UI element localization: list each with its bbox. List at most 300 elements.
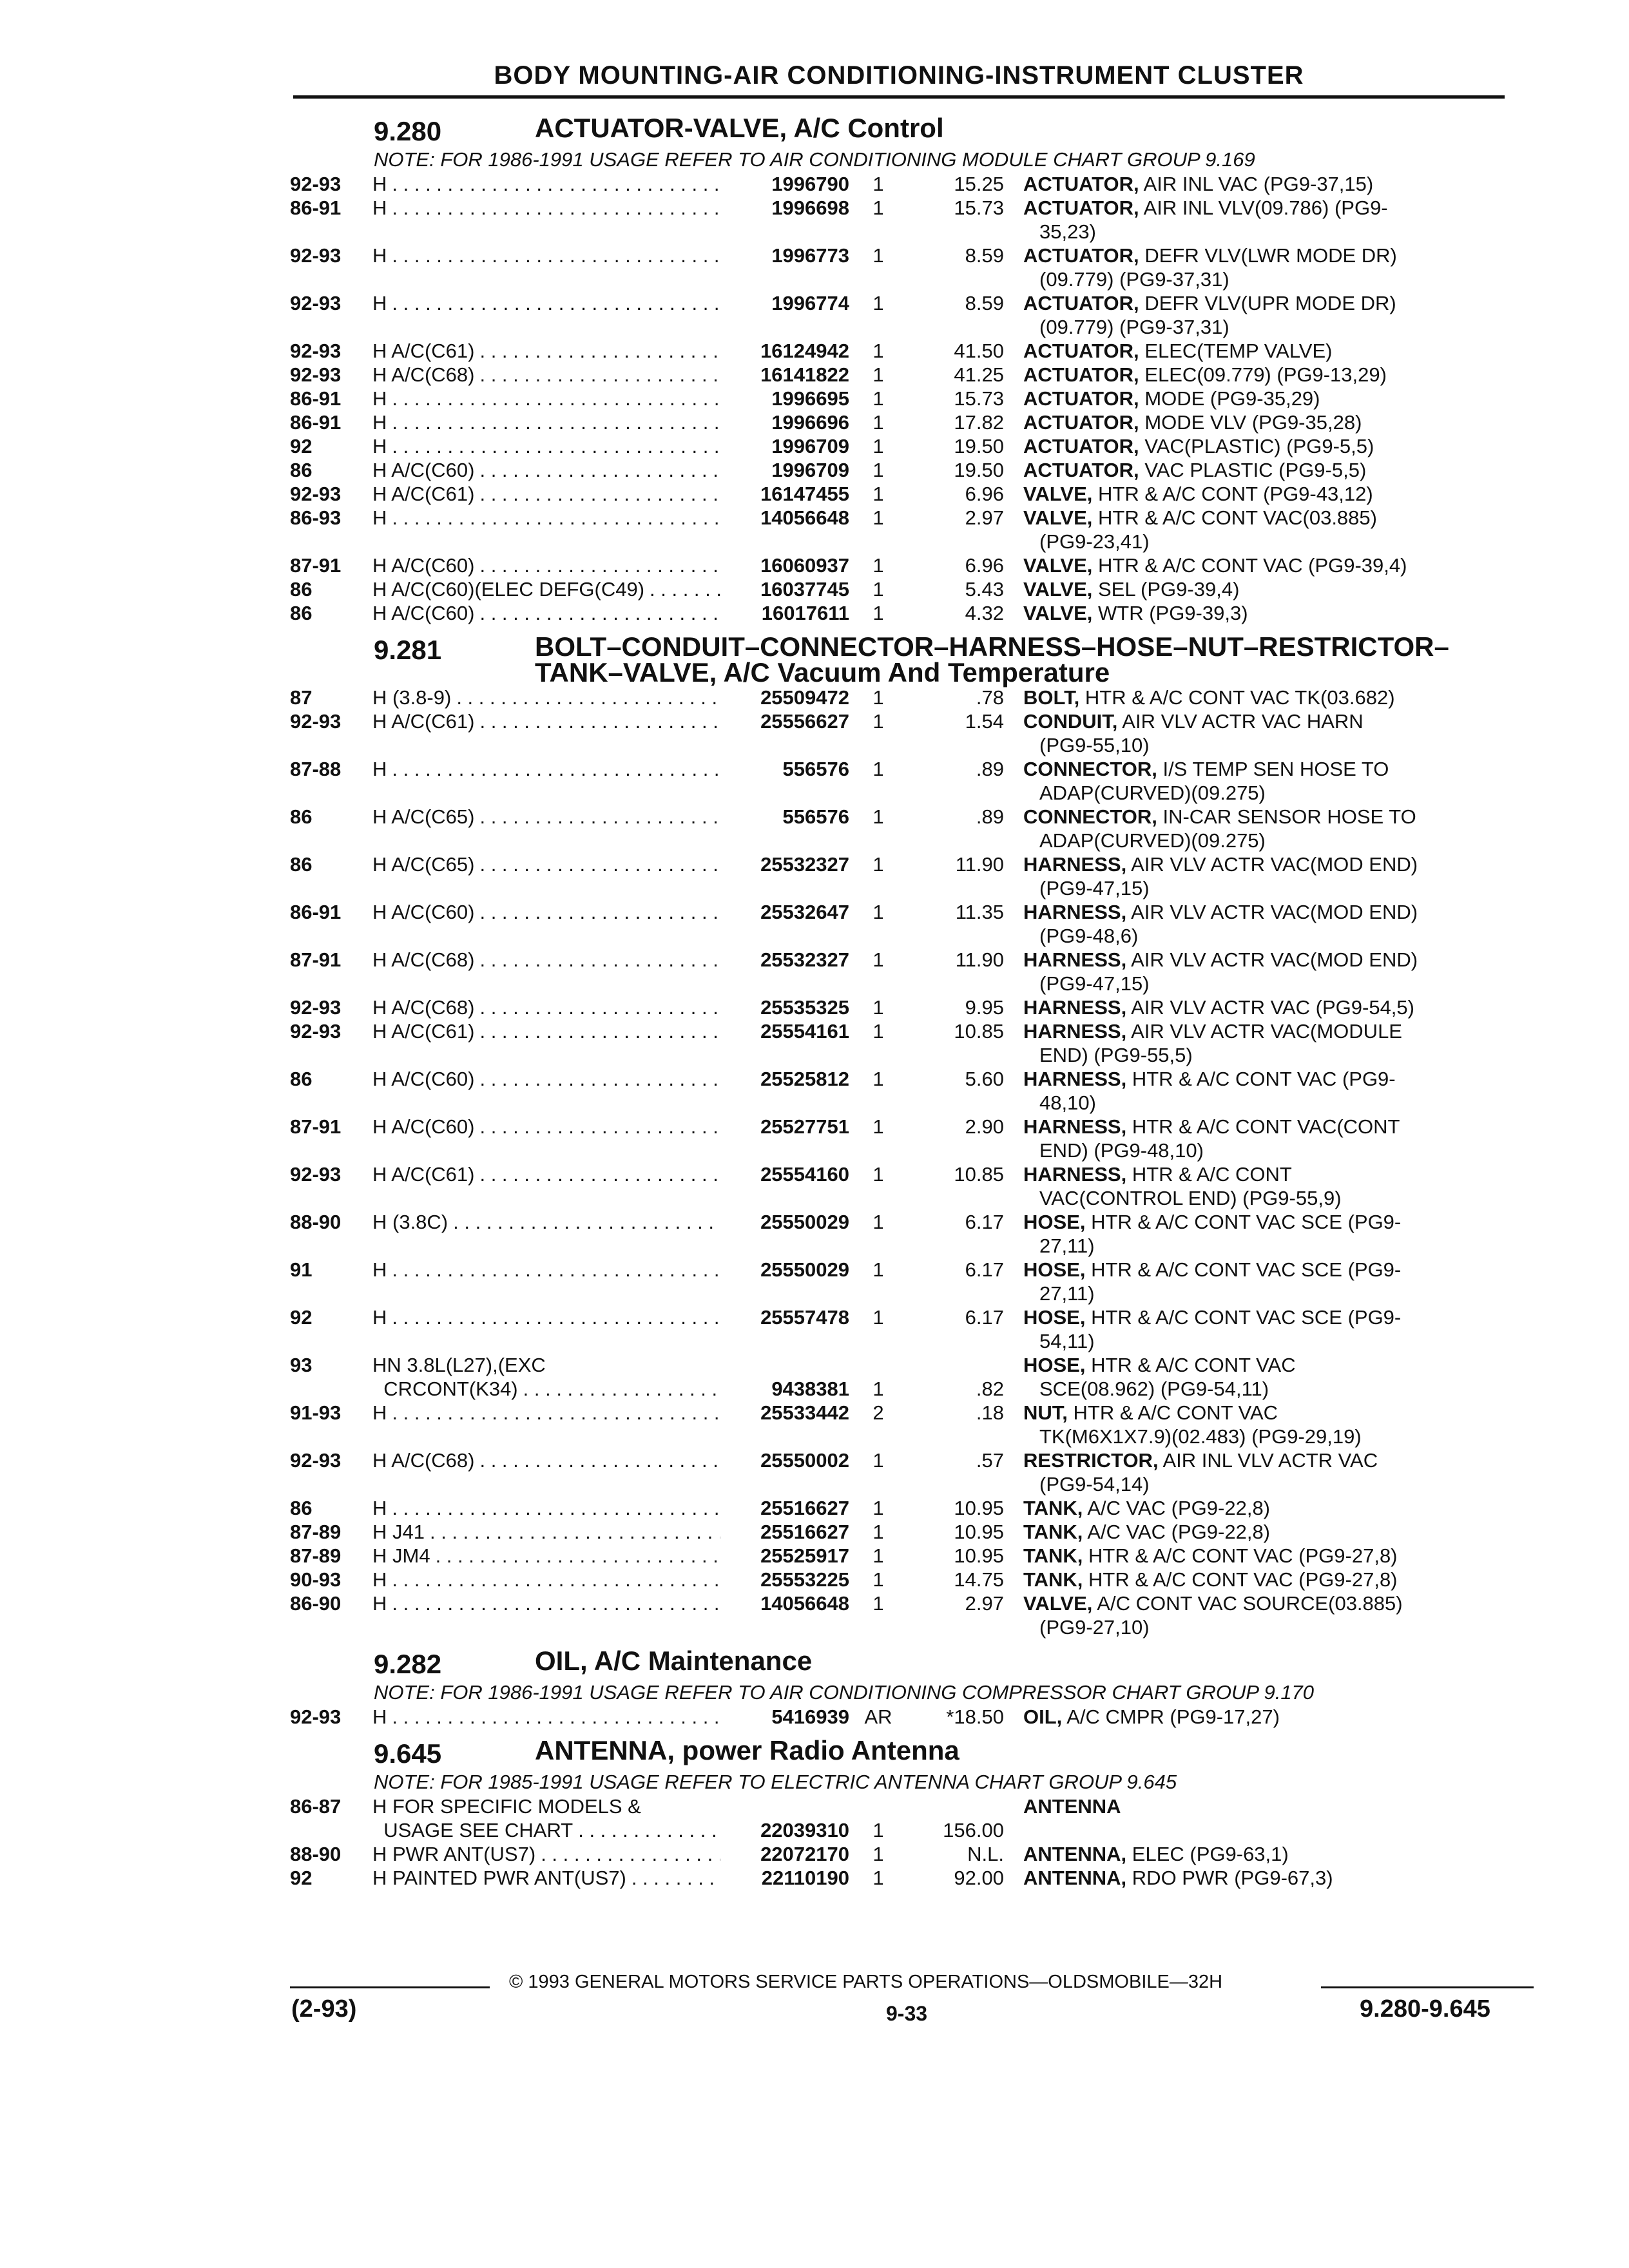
part-number: 16141822: [760, 363, 849, 386]
quantity: [849, 1139, 907, 1162]
quantity: 1: [872, 578, 884, 601]
part-name-keyword: HOSE,: [1023, 1258, 1086, 1281]
part-name: [1004, 244, 1519, 267]
part-name-detail: I/S TEMP SEN HOSE TO: [1162, 758, 1389, 780]
quantity: 1: [872, 483, 884, 505]
usage-description: [372, 1210, 720, 1234]
part-row-continuation: [290, 781, 1534, 805]
part-name-keyword: HARNESS,: [1023, 948, 1127, 971]
part-name-detail: HTR & A/C CONT VAC (PG9-: [1132, 1068, 1396, 1090]
part-name-keyword: HARNESS,: [1023, 1163, 1127, 1186]
part-number: 1996774: [771, 292, 849, 314]
usage-description: [372, 196, 720, 220]
footer-copyright: © 1993 GENERAL MOTORS SERVICE PARTS OPERATIONS—OLDSMOBILE—32H: [509, 1972, 1223, 1992]
price: [907, 1043, 1004, 1067]
usage-description: [372, 601, 720, 625]
part-row: [290, 1842, 1534, 1866]
part-name-continuation: (PG9-55,10): [1039, 734, 1150, 756]
leader-dots: [474, 995, 720, 1019]
leader-dots: [387, 1305, 720, 1329]
usage-text: H A/C(C68): [372, 948, 475, 971]
part-number: 25532647: [760, 901, 849, 923]
part-row-continuation: [290, 829, 1534, 852]
part-name: [1004, 733, 1536, 757]
price: 11.90: [955, 853, 1004, 876]
part-name: [1004, 267, 1536, 291]
part-name-detail: HTR & A/C CONT VAC SCE (PG9-: [1091, 1306, 1402, 1329]
price: [907, 530, 1004, 553]
leader-dots: [474, 1067, 720, 1091]
model-years: 86-91: [290, 387, 342, 410]
quantity: 1: [872, 173, 884, 195]
model-years: 86-91: [290, 411, 342, 434]
usage-text: H: [372, 435, 387, 457]
part-name-continuation: ADAP(CURVED)(09.275): [1039, 829, 1266, 852]
section-number: 9.280: [374, 116, 442, 146]
quantity: [849, 829, 907, 852]
part-name-detail: HTR & A/C CONT VAC (PG9-27,8): [1088, 1544, 1398, 1567]
price: [907, 829, 1004, 852]
quantity: 1: [872, 197, 884, 219]
section-title-text: OIL, A/C Maintenance: [535, 1646, 813, 1676]
part-name-detail: A/C VAC (PG9-22,8): [1087, 1521, 1271, 1543]
part-row: [290, 1115, 1534, 1139]
usage-text: H: [372, 292, 387, 314]
model-years: [290, 876, 372, 900]
part-name-detail: HTR & A/C CONT VAC SCE (PG9-: [1091, 1258, 1402, 1281]
usage-description: [372, 172, 720, 196]
part-number: [720, 1472, 849, 1496]
part-name: [1004, 852, 1519, 876]
price: [907, 220, 1004, 244]
part-number: 25550029: [760, 1258, 849, 1281]
part-name-detail: HTR & A/C CONT VAC(CONT: [1132, 1115, 1400, 1138]
usage-description: [372, 948, 720, 972]
part-name: [1004, 1019, 1519, 1043]
part-row: [290, 948, 1534, 972]
model-years: 92-93: [290, 173, 342, 195]
part-name: [1004, 1401, 1519, 1425]
part-name: [1004, 1329, 1536, 1353]
price: 15.25: [954, 173, 1004, 195]
model-years: 86-93: [290, 506, 342, 529]
model-years: 86: [290, 805, 313, 828]
part-name: [1004, 995, 1519, 1019]
model-years: 86: [290, 1068, 313, 1090]
price: N.L.: [967, 1843, 1004, 1865]
leader-dots: [387, 1401, 720, 1425]
part-name-keyword: HARNESS,: [1023, 1068, 1127, 1090]
part-name: [1004, 876, 1536, 900]
part-name-detail: DEFR VLV(LWR MODE DR): [1144, 244, 1397, 267]
model-years: [290, 733, 372, 757]
leader-dots: [387, 434, 720, 458]
leader-dots: [474, 900, 720, 924]
leader-dots: [387, 1568, 720, 1591]
part-row: [290, 995, 1534, 1019]
part-number: 25509472: [760, 686, 849, 709]
usage-description: [372, 339, 720, 363]
usage-text: H A/C(C61): [372, 1163, 475, 1186]
model-years: 87-91: [290, 1115, 342, 1138]
part-row: [290, 1705, 1534, 1729]
model-years: [290, 781, 372, 805]
quantity: 1: [872, 853, 884, 876]
quantity: 1: [872, 1544, 884, 1567]
model-years: [290, 829, 372, 852]
usage-description: [372, 1842, 720, 1866]
part-number: [720, 1329, 849, 1353]
usage-text: H PAINTED PWR ANT(US7): [372, 1867, 626, 1889]
part-row: [290, 900, 1534, 924]
leader-dots: [474, 1019, 720, 1043]
model-years: 87-91: [290, 948, 342, 971]
part-name-continuation: (PG9-47,15): [1039, 877, 1150, 899]
part-number: [720, 315, 849, 339]
quantity: 1: [872, 1592, 884, 1615]
usage-description: [372, 995, 720, 1019]
part-row: [290, 577, 1534, 601]
part-row-continuation: [290, 220, 1534, 244]
price: [907, 1139, 1004, 1162]
part-number: [720, 1353, 849, 1377]
section-title-text: ACTUATOR-VALVE, A/C Control: [535, 113, 944, 143]
part-name: [1004, 1139, 1536, 1162]
price: 10.95: [954, 1521, 1004, 1543]
usage-description: [372, 1615, 720, 1639]
quantity: 1: [872, 1497, 884, 1519]
part-row: [290, 244, 1534, 267]
part-name-keyword: TANK,: [1023, 1544, 1083, 1567]
model-years: 86: [290, 459, 313, 481]
usage-text: H A/C(C60): [372, 602, 475, 624]
usage-text: H: [372, 1592, 387, 1615]
model-years: 86: [290, 853, 313, 876]
part-name-continuation: (PG9-47,15): [1039, 972, 1150, 995]
quantity: [849, 1794, 907, 1818]
part-name-keyword: VALVE,: [1023, 506, 1093, 529]
model-years: [290, 1139, 372, 1162]
part-number: [720, 1425, 849, 1448]
part-name-keyword: ANTENNA,: [1023, 1867, 1127, 1889]
part-number: 1996790: [771, 173, 849, 195]
part-row: [290, 482, 1534, 506]
price: 17.82: [954, 411, 1004, 434]
price: [907, 1794, 1004, 1818]
usage-description: [372, 291, 720, 315]
model-years: 88-90: [290, 1211, 342, 1233]
part-name: [1004, 220, 1536, 244]
usage-description: [372, 1794, 720, 1818]
quantity: 1: [872, 292, 884, 314]
usage-text: H A/C(C60): [372, 1068, 475, 1090]
part-name-detail: AIR INL VLV ACTR VAC: [1162, 1449, 1378, 1472]
part-name: [1004, 410, 1519, 434]
quantity: [849, 1234, 907, 1258]
quantity: 1: [872, 1020, 884, 1043]
leader-dots: [474, 458, 720, 482]
part-number: 25527751: [760, 1115, 849, 1138]
usage-description: [372, 1019, 720, 1043]
quantity: [849, 1091, 907, 1115]
quantity: AR: [864, 1706, 892, 1728]
part-name-keyword: BOLT,: [1023, 686, 1080, 709]
usage-description: [372, 1353, 720, 1377]
part-name-keyword: CONDUIT,: [1023, 710, 1118, 733]
part-name: [1004, 434, 1519, 458]
price: 41.50: [954, 340, 1004, 362]
model-years: [290, 1043, 372, 1067]
usage-text: H: [372, 244, 387, 267]
usage-text: H A/C(C60)(ELEC DEFG(C49): [372, 578, 645, 601]
price: 6.96: [965, 554, 1004, 577]
model-years: 87-91: [290, 554, 342, 577]
part-number: [720, 1186, 849, 1210]
usage-text: H A/C(C60): [372, 554, 475, 577]
part-number: 25553225: [760, 1568, 849, 1591]
part-name-keyword: CONNECTOR,: [1023, 758, 1157, 780]
part-row-continuation: [290, 1329, 1534, 1353]
part-name-detail: HTR & A/C CONT: [1132, 1163, 1292, 1186]
part-number: 1996709: [771, 435, 849, 457]
part-number: 1996709: [771, 459, 849, 481]
quantity: 1: [872, 1378, 884, 1400]
section-heading: [290, 1648, 1534, 1680]
part-number: 16017611: [761, 602, 849, 624]
usage-text: H: [372, 1401, 387, 1424]
usage-text: HN 3.8L(L27),(EXC: [372, 1354, 546, 1376]
part-number: [720, 1615, 849, 1639]
model-years: 92: [290, 1306, 313, 1329]
leader-dots: [474, 601, 720, 625]
price: 5.60: [965, 1068, 1004, 1090]
part-name: [1004, 781, 1536, 805]
part-name-detail: HTR & A/C CONT VAC: [1091, 1354, 1296, 1376]
part-number: 25550029: [760, 1211, 849, 1233]
leader-dots: [474, 553, 720, 577]
part-row-continuation: [290, 1377, 1534, 1401]
usage-description: [372, 733, 720, 757]
part-name-keyword: VALVE,: [1023, 483, 1093, 505]
part-row: [290, 757, 1534, 781]
usage-description: [372, 924, 720, 948]
part-number: 25554160: [760, 1163, 849, 1186]
part-name-continuation: 35,23): [1039, 220, 1096, 243]
part-name-detail: HTR & A/C CONT VAC TK(03.682): [1084, 686, 1395, 709]
quantity: [849, 876, 907, 900]
model-years: 86-91: [290, 197, 342, 219]
price: [907, 1472, 1004, 1496]
quantity: 1: [872, 340, 884, 362]
part-name: [1004, 1210, 1519, 1234]
price: 11.35: [955, 901, 1004, 923]
model-years: 92-93: [290, 710, 342, 733]
part-name-detail: HTR & A/C CONT VAC(03.885): [1098, 506, 1377, 529]
usage-description: [372, 781, 720, 805]
part-number: 1996696: [771, 411, 849, 434]
usage-description: [372, 1067, 720, 1091]
model-years: 86: [290, 1497, 313, 1519]
model-years: 92-93: [290, 483, 342, 505]
quantity: 1: [872, 363, 884, 386]
model-years: 86-91: [290, 901, 342, 923]
part-number: [720, 267, 849, 291]
part-row: [290, 1067, 1534, 1091]
quantity: 1: [872, 805, 884, 828]
part-name-continuation: TK(M6X1X7.9)(02.483) (PG9-29,19): [1039, 1425, 1362, 1448]
model-years: 92-93: [290, 363, 342, 386]
part-name-detail: AIR INL VAC (PG9-37,15): [1143, 173, 1374, 195]
part-name: [1004, 1258, 1519, 1282]
part-name: [1004, 530, 1536, 553]
part-name-keyword: ANTENNA,: [1023, 1843, 1127, 1865]
usage-description: [372, 709, 720, 733]
part-number: 14056648: [760, 506, 849, 529]
part-name-keyword: ACTUATOR,: [1023, 435, 1139, 457]
part-name-keyword: ACTUATOR,: [1023, 292, 1139, 314]
quantity: 1: [872, 710, 884, 733]
quantity: 1: [872, 996, 884, 1019]
part-name: [1004, 458, 1519, 482]
model-years: 92-93: [290, 340, 342, 362]
price: 15.73: [954, 387, 1004, 410]
usage-description: [372, 805, 720, 829]
part-name: [1004, 1353, 1519, 1377]
part-name: [1004, 1305, 1519, 1329]
usage-text: H A/C(C60): [372, 459, 475, 481]
part-name-keyword: TANK,: [1023, 1497, 1083, 1519]
price: 9.95: [965, 996, 1004, 1019]
usage-description: [372, 1186, 720, 1210]
part-row-continuation: [290, 530, 1534, 553]
price: .57: [976, 1449, 1004, 1472]
price: 1.54: [965, 710, 1004, 733]
leader-dots: [387, 1496, 720, 1520]
usage-description: [372, 1115, 720, 1139]
usage-text: USAGE SEE CHART: [372, 1819, 574, 1841]
part-number: 14056648: [760, 1592, 849, 1615]
part-row: [290, 196, 1534, 220]
model-years: 88-90: [290, 1843, 342, 1865]
part-name: [1004, 1115, 1519, 1139]
section-heading: [290, 1735, 1534, 1770]
usage-description: [372, 267, 720, 291]
usage-text: H: [372, 1497, 387, 1519]
part-number: 1996698: [771, 197, 849, 219]
part-name-keyword: HOSE,: [1023, 1211, 1086, 1233]
price: 10.85: [954, 1163, 1004, 1186]
quantity: 1: [872, 1867, 884, 1889]
part-name: [1004, 577, 1519, 601]
model-years: [290, 1329, 372, 1353]
quantity: 1: [872, 901, 884, 923]
part-name-detail: HTR & A/C CONT VAC SCE (PG9-: [1091, 1211, 1402, 1233]
usage-description: [372, 1234, 720, 1258]
part-name-keyword: HARNESS,: [1023, 996, 1127, 1019]
part-number: 25516627: [760, 1521, 849, 1543]
part-row: [290, 1210, 1534, 1234]
part-name: [1004, 506, 1519, 530]
price: 2.97: [965, 506, 1004, 529]
quantity: [849, 972, 907, 995]
part-row: [290, 458, 1534, 482]
usage-text: H: [372, 411, 387, 434]
part-name-keyword: ACTUATOR,: [1023, 459, 1139, 481]
part-name: [1004, 1186, 1536, 1210]
price: [907, 972, 1004, 995]
part-row: [290, 1353, 1534, 1377]
quantity: [849, 1329, 907, 1353]
part-name: [1004, 829, 1536, 852]
part-number: [720, 1091, 849, 1115]
model-years: 91-93: [290, 1401, 342, 1424]
usage-description: [372, 577, 720, 601]
leader-dots: [474, 948, 720, 972]
part-name-detail: VAC PLASTIC (PG9-5,5): [1144, 459, 1367, 481]
part-name-keyword: ACTUATOR,: [1023, 387, 1139, 410]
quantity: [849, 220, 907, 244]
page-header: [293, 61, 1505, 99]
quantity: [849, 267, 907, 291]
part-name-detail: HTR & A/C CONT VAC (PG9-39,4): [1098, 554, 1407, 577]
part-row: [290, 387, 1534, 410]
usage-text: H JM4: [372, 1544, 430, 1567]
part-number: [720, 1282, 849, 1305]
model-years: 87: [290, 686, 313, 709]
part-number: 556576: [782, 758, 849, 780]
part-name-continuation: SCE(08.962) (PG9-54,11): [1039, 1378, 1269, 1400]
part-name: [1004, 1520, 1519, 1544]
price: 5.43: [965, 578, 1004, 601]
footer-group-range: 9.280-9.645: [1360, 1995, 1490, 2023]
part-number: [720, 972, 849, 995]
model-years: 87-89: [290, 1544, 342, 1567]
quantity: 1: [872, 1068, 884, 1090]
leader-dots: [474, 1162, 720, 1186]
part-name-keyword: ACTUATOR,: [1023, 197, 1139, 219]
quantity: 1: [872, 948, 884, 971]
price: *18.50: [946, 1706, 1004, 1728]
model-years: 86: [290, 602, 313, 624]
quantity: 1: [872, 1163, 884, 1186]
part-name: [1004, 601, 1519, 625]
part-row-continuation: [290, 267, 1534, 291]
usage-description: [372, 1425, 720, 1448]
leader-dots: [535, 1842, 720, 1866]
footer-date: (2-93): [291, 1995, 357, 2023]
part-row-continuation: [290, 924, 1534, 948]
usage-text: H (3.8C): [372, 1211, 448, 1233]
part-number: 25550002: [760, 1449, 849, 1472]
usage-description: [372, 1139, 720, 1162]
usage-text: CRCONT(K34): [372, 1378, 518, 1400]
quantity: [849, 1615, 907, 1639]
part-number: 16124942: [760, 340, 849, 362]
quantity: 1: [872, 387, 884, 410]
part-name-keyword: ACTUATOR,: [1023, 340, 1139, 362]
price: 92.00: [954, 1867, 1004, 1889]
part-name: [1004, 553, 1519, 577]
quantity: 1: [872, 1819, 884, 1841]
part-row-continuation: [290, 315, 1534, 339]
model-years: [290, 1186, 372, 1210]
part-number: 25535325: [760, 996, 849, 1019]
part-row: [290, 1866, 1534, 1890]
section-title-text: BOLT–CONDUIT–CONNECTOR–HARNESS–HOSE–NUT–RESTRICTOR–TANK–VALVE, A/C Vacuum And Temperature: [535, 631, 1449, 687]
quantity: 1: [872, 686, 884, 709]
usage-text: H PWR ANT(US7): [372, 1843, 536, 1865]
usage-description: [372, 900, 720, 924]
